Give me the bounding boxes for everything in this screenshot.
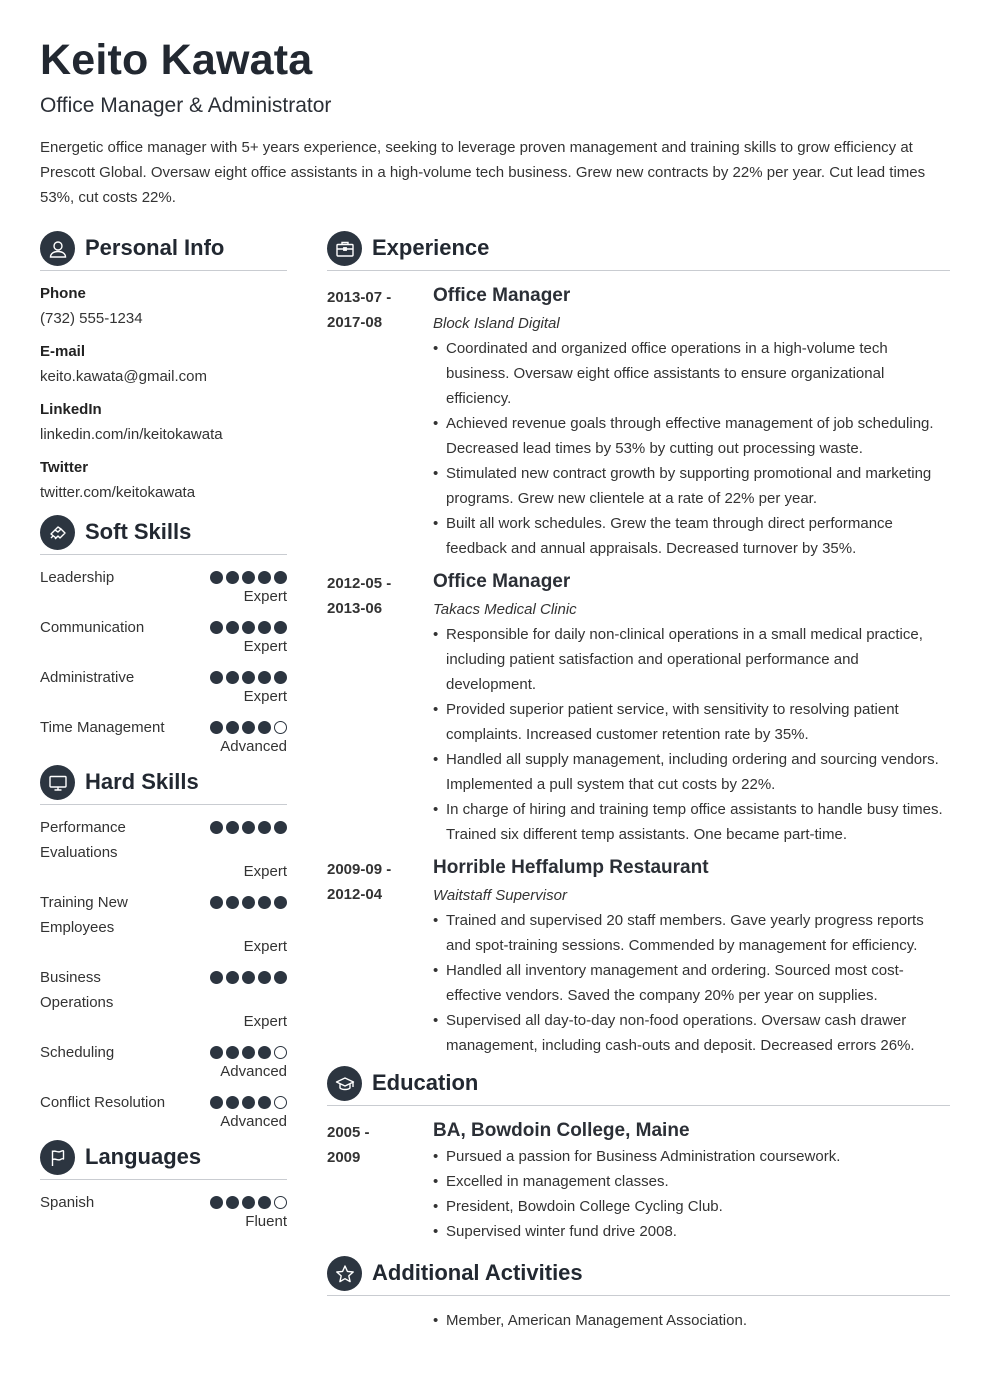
- education-list: [327, 1118, 950, 1244]
- entry-bullets: [433, 336, 950, 561]
- info-label: Phone: [40, 285, 86, 302]
- activities-header: [327, 1256, 950, 1296]
- hard-skills-header: [40, 765, 287, 805]
- bullet-item: • President, Bowdoin College Cycling Club.: [433, 1194, 950, 1219]
- skill-row: [40, 965, 287, 1015]
- entry-body: [433, 569, 950, 847]
- rating-dot-filled: [226, 971, 239, 984]
- handshake-icon: [40, 515, 75, 550]
- bullet-item: • Built all work schedules. Grew the team through direct performance feedback and annual appraisals. Decreased turnover by 35%.: [433, 511, 950, 561]
- bullet-item: • Trained and supervised 20 staff members. Gave yearly progress reports and spot-training sessions. Commended by management for efficiency.: [433, 908, 950, 958]
- skill-item: [40, 815, 287, 882]
- skill-row: [40, 890, 287, 940]
- rating-dot-filled: [210, 1196, 223, 1209]
- skill-level: Expert: [243, 863, 287, 880]
- briefcase-icon: [327, 231, 362, 266]
- skill-level: Advanced: [220, 738, 287, 755]
- date-start: 2012-05 -: [327, 575, 392, 592]
- rating-dot-filled: [242, 1196, 255, 1209]
- flag-icon: [40, 1140, 75, 1175]
- skill-name: Scheduling: [40, 1044, 115, 1061]
- rating-dot-filled: [258, 671, 271, 684]
- rating-dot-filled: [274, 571, 287, 584]
- rating-dot-filled: [242, 671, 255, 684]
- person-icon: [40, 231, 75, 266]
- entry-body: [433, 1118, 950, 1244]
- rating-dot-filled: [226, 821, 239, 834]
- rating-dot-filled: [258, 1046, 271, 1059]
- rating-dot-filled: [274, 971, 287, 984]
- skill-rating: [210, 815, 287, 840]
- rating-dot-filled: [226, 1046, 239, 1059]
- entry-date: [327, 283, 433, 561]
- entry-bullets: [433, 908, 950, 1058]
- entry-date: [327, 855, 433, 1058]
- education-header: [327, 1066, 950, 1106]
- skill-item: [40, 1040, 287, 1082]
- info-label: LinkedIn: [40, 401, 102, 418]
- rating-dot-filled: [226, 621, 239, 634]
- bullet-item: • Supervised all day-to-day non-food operations. Oversaw cash drawer management, including cash-outs and deposit. Decreased errors 26%.: [433, 1008, 950, 1058]
- skill-name: Time Management: [40, 719, 165, 736]
- rating-dot-filled: [274, 821, 287, 834]
- rating-dot-empty: [274, 1046, 287, 1059]
- bullet-item: • Stimulated new contract growth by supporting promotional and marketing programs. Grew new clientele at a rate of 22% per year.: [433, 461, 950, 511]
- resume-title: Office Manager & Administrator: [40, 94, 332, 117]
- entry-date: [327, 1118, 433, 1244]
- rating-dot-filled: [242, 971, 255, 984]
- date-end: 2017-08: [327, 314, 383, 331]
- skill-rating: [210, 965, 287, 990]
- date-start: 2009-09 -: [327, 861, 392, 878]
- personal-info-list: [40, 281, 287, 505]
- bullet-item: • Handled all supply management, including ordering and sourcing vendors. Implemented a pull system that cut costs by 22%.: [433, 747, 950, 797]
- bullet-item: • Achieved revenue goals through effective management of job scheduling. Decreased lead times by 53% by cutting out processing waste.: [433, 411, 950, 461]
- rating-dot-filled: [210, 571, 223, 584]
- skill-name: Training New Employees: [40, 894, 128, 936]
- bullet-item: • Handled all inventory management and ordering. Sourced most cost-effective vendors. Saved the company 20% per year on supplies.: [433, 958, 950, 1008]
- rating-dot-filled: [226, 896, 239, 909]
- skill-level: Fluent: [245, 1213, 287, 1230]
- entry-subtitle: Waitstaff Supervisor: [433, 887, 567, 904]
- languages-header: [40, 1140, 287, 1180]
- left-column: [40, 231, 287, 1240]
- rating-dot-filled: [258, 1196, 271, 1209]
- soft-skills-header: [40, 515, 287, 555]
- skill-item: [40, 890, 287, 957]
- activities-list: [433, 1308, 950, 1333]
- entry-bullets: [433, 622, 950, 847]
- skill-level: Expert: [243, 588, 287, 605]
- skill-level: Expert: [243, 1013, 287, 1030]
- rating-dot-filled: [210, 671, 223, 684]
- rating-dot-filled: [258, 721, 271, 734]
- rating-dot-filled: [210, 721, 223, 734]
- activities-bullets: [433, 1308, 950, 1333]
- experience-header: [327, 231, 950, 271]
- bullet-item: • In charge of hiring and training temp office assistants to handle busy times. Trained six different temp assistants. One became part-time.: [433, 797, 950, 847]
- skill-name: Performance Evaluations: [40, 819, 126, 861]
- rating-dot-filled: [242, 896, 255, 909]
- date-start: 2005 -: [327, 1124, 370, 1141]
- bullet-item: • Responsible for daily non-clinical operations in a small medical practice, including patient satisfaction and operational performance and development.: [433, 622, 950, 697]
- date-end: 2013-06: [327, 600, 383, 617]
- entry-date: [327, 569, 433, 847]
- hard-skills-heading: Hard Skills: [85, 769, 199, 794]
- rating-dot-filled: [274, 896, 287, 909]
- monitor-icon: [40, 765, 75, 800]
- hard-skills-list: [40, 815, 287, 1132]
- info-item: [40, 397, 287, 447]
- entry-body: [433, 283, 950, 561]
- rating-dot-filled: [242, 571, 255, 584]
- experience-list: [327, 283, 950, 1058]
- entry-title: BA, Bowdoin College, Maine: [433, 1120, 690, 1141]
- rating-dot-filled: [226, 671, 239, 684]
- resume-name: Keito Kawata: [40, 36, 313, 84]
- activity-item: • Member, American Management Association.: [433, 1308, 950, 1333]
- entry-bullets: [433, 1144, 950, 1244]
- experience-entry: [327, 855, 950, 1058]
- skill-item: [40, 1190, 287, 1232]
- info-label: E-mail: [40, 343, 86, 360]
- languages-list: [40, 1190, 287, 1232]
- skill-item: [40, 565, 287, 607]
- soft-skills-list: [40, 565, 287, 757]
- skill-name: Spanish: [40, 1194, 95, 1211]
- linkedin-value[interactable]: linkedin.com/in/keitokawata: [40, 426, 223, 443]
- rating-dot-filled: [242, 1046, 255, 1059]
- entry-title: Office Manager: [433, 571, 571, 592]
- info-item: [40, 455, 287, 505]
- activities-heading: Additional Activities: [372, 1260, 583, 1285]
- skill-rating: [210, 890, 287, 915]
- skill-name: Administrative: [40, 669, 135, 686]
- rating-dot-filled: [226, 571, 239, 584]
- rating-dot-filled: [210, 1046, 223, 1059]
- skill-name: Communication: [40, 619, 145, 636]
- rating-dot-empty: [274, 1096, 287, 1109]
- skill-item: [40, 615, 287, 657]
- rating-dot-filled: [210, 821, 223, 834]
- rating-dot-filled: [274, 621, 287, 634]
- rating-dot-filled: [210, 621, 223, 634]
- info-label: Twitter: [40, 459, 89, 476]
- entry-subtitle: Block Island Digital: [433, 315, 560, 332]
- experience-heading: Experience: [372, 235, 490, 260]
- skill-level: Expert: [243, 938, 287, 955]
- rating-dot-filled: [258, 896, 271, 909]
- entry-title: Office Manager: [433, 285, 571, 306]
- twitter-value[interactable]: twitter.com/keitokawata: [40, 484, 196, 501]
- rating-dot-filled: [242, 721, 255, 734]
- rating-dot-filled: [258, 821, 271, 834]
- skill-level: Advanced: [220, 1063, 287, 1080]
- rating-dot-filled: [210, 971, 223, 984]
- bullet-item: • Provided superior patient service, with sensitivity to resolving patient complaints. Increased customer retention rate by 35%.: [433, 697, 950, 747]
- phone-value: (732) 555-1234: [40, 310, 143, 327]
- rating-dot-filled: [242, 621, 255, 634]
- skill-level: Advanced: [220, 1113, 287, 1130]
- experience-entry: [327, 569, 950, 847]
- rating-dot-filled: [210, 1096, 223, 1109]
- skill-item: [40, 1090, 287, 1132]
- email-value[interactable]: keito.kawata@gmail.com: [40, 368, 207, 385]
- rating-dot-filled: [274, 671, 287, 684]
- skill-row: [40, 815, 287, 865]
- soft-skills-heading: Soft Skills: [85, 519, 192, 544]
- skill-level: Expert: [243, 638, 287, 655]
- rating-dot-filled: [210, 896, 223, 909]
- experience-entry: [327, 283, 950, 561]
- skill-name: Business Operations: [40, 969, 114, 1011]
- skill-item: [40, 965, 287, 1032]
- rating-dot-filled: [242, 1096, 255, 1109]
- date-end: 2009: [327, 1149, 361, 1166]
- right-column: [327, 231, 950, 1333]
- entry-body: [433, 855, 950, 1058]
- rating-dot-empty: [274, 1196, 287, 1209]
- rating-dot-filled: [226, 1096, 239, 1109]
- rating-dot-filled: [258, 1096, 271, 1109]
- skill-item: [40, 665, 287, 707]
- date-end: 2012-04: [327, 886, 383, 903]
- rating-dot-filled: [258, 571, 271, 584]
- date-start: 2013-07 -: [327, 289, 392, 306]
- info-item: [40, 339, 287, 389]
- personal-info-header: [40, 231, 287, 271]
- entry-title: Horrible Heffalump Restaurant: [433, 857, 709, 878]
- info-item: [40, 281, 287, 331]
- rating-dot-empty: [274, 721, 287, 734]
- rating-dot-filled: [258, 971, 271, 984]
- entry-subtitle: Takacs Medical Clinic: [433, 601, 577, 618]
- bullet-item: • Supervised winter fund drive 2008.: [433, 1219, 950, 1244]
- education-entry: [327, 1118, 950, 1244]
- skill-level: Expert: [243, 688, 287, 705]
- personal-info-heading: Personal Info: [85, 235, 225, 260]
- resume-summary: Energetic office manager with 5+ years experience, seeking to leverage proven management and training skills to grow efficiency at Prescott Global. Oversaw eight office assistants in a high-volume tech business. Grew new contracts by 22% per year. Cut lead times 53%, cut costs 22%.: [40, 139, 926, 206]
- education-heading: Education: [372, 1070, 479, 1095]
- rating-dot-filled: [242, 821, 255, 834]
- star-icon: [327, 1256, 362, 1291]
- graduation-cap-icon: [327, 1066, 362, 1101]
- skill-name: Conflict Resolution: [40, 1094, 166, 1111]
- skill-item: [40, 715, 287, 757]
- languages-heading: Languages: [85, 1144, 202, 1169]
- rating-dot-filled: [226, 721, 239, 734]
- bullet-item: • Excelled in management classes.: [433, 1169, 950, 1194]
- rating-dot-filled: [226, 1196, 239, 1209]
- bullet-item: • Coordinated and organized office operations in a high-volume tech business. Oversaw eight office assistants to ensure organizational efficiency.: [433, 336, 950, 411]
- skill-name: Leadership: [40, 569, 115, 586]
- rating-dot-filled: [258, 621, 271, 634]
- bullet-item: • Pursued a passion for Business Administration coursework.: [433, 1144, 950, 1169]
